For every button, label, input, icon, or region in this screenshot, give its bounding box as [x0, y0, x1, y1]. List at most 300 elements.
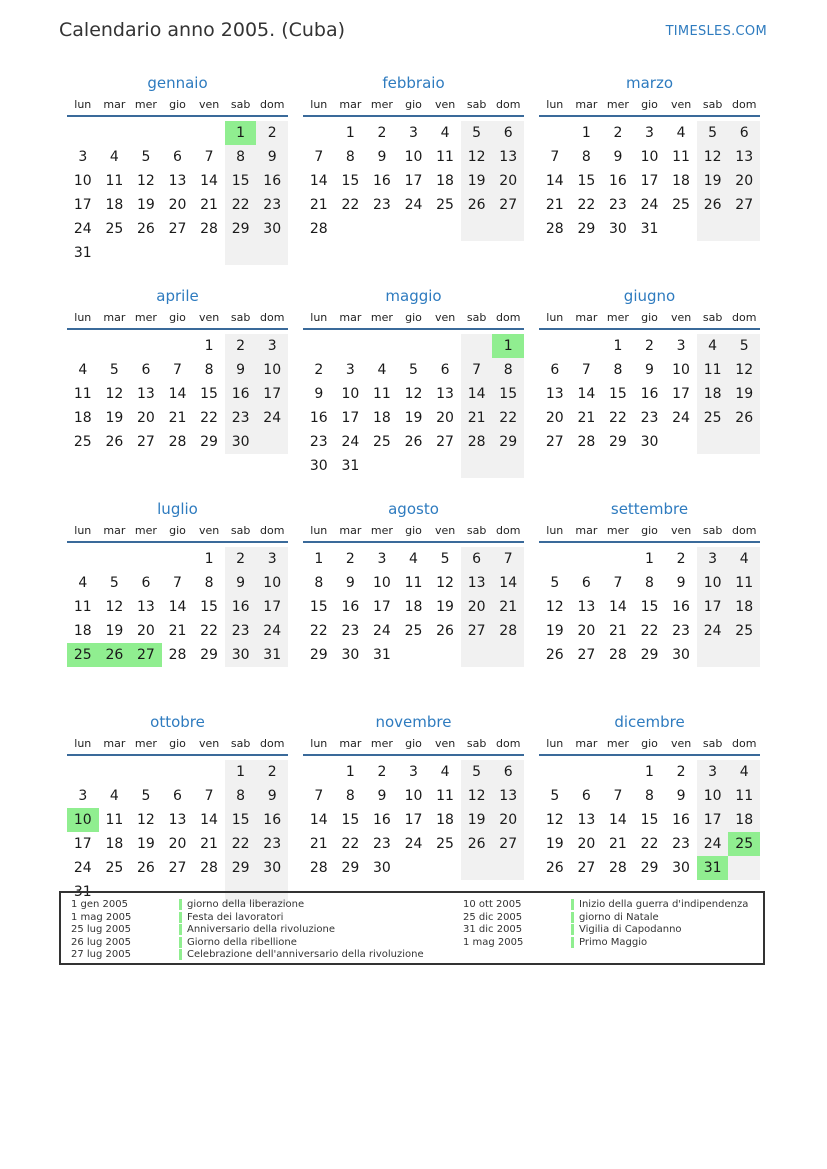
legend-date: 10 ott 2005 [463, 899, 522, 910]
day-cell: 24 [341, 434, 360, 450]
day-cell: 18 [404, 599, 423, 615]
day-cell: 25 [728, 619, 760, 643]
weekday-label: sab [466, 311, 487, 324]
day-cell: 2 [314, 362, 324, 378]
empty-cell [162, 121, 194, 145]
day-cell: 6 [492, 121, 524, 145]
day-cell: 23 [256, 193, 288, 217]
day-cell: 31 [73, 245, 92, 261]
day-cell: 21 [609, 836, 627, 852]
weekday-label: sab [230, 98, 251, 111]
day-grid [67, 117, 288, 265]
day-cell: 18 [728, 808, 760, 832]
day-cell: 14 [200, 812, 218, 828]
day-cell: 30 [256, 856, 288, 880]
day-cell: 6 [581, 575, 591, 591]
day-cell: 23 [256, 832, 288, 856]
day-cell: 12 [461, 784, 493, 808]
weekday-label: ven [434, 524, 456, 537]
day-cell: 24 [672, 410, 690, 426]
day-cell: 2 [377, 125, 387, 141]
empty-cell [571, 334, 603, 358]
day-cell: 16 [373, 173, 391, 189]
day-cell: 2 [345, 551, 355, 567]
weekday-label: sab [466, 98, 487, 111]
day-cell: 17 [73, 836, 92, 852]
brand-link[interactable]: TIMESLES.COM [665, 24, 767, 39]
day-cell: 26 [105, 434, 124, 450]
day-cell: 20 [728, 169, 760, 193]
empty-cell [398, 856, 430, 880]
day-cell: 14 [309, 173, 328, 189]
day-cell: 5 [697, 121, 729, 145]
legend-row [71, 937, 424, 950]
day-cell: 7 [204, 788, 214, 804]
day-cell: 12 [105, 386, 124, 402]
day-cell: 6 [492, 760, 524, 784]
day-cell: 11 [436, 149, 454, 165]
day-cell: 8 [345, 788, 355, 804]
weekday-label: ven [670, 737, 692, 750]
empty-cell [99, 760, 131, 784]
day-cell: 21 [577, 410, 596, 426]
empty-cell [492, 856, 524, 880]
legend-left-column [71, 899, 424, 962]
day-cell: 4 [440, 764, 450, 780]
day-cell: 22 [200, 623, 218, 639]
day-cell: 8 [314, 575, 324, 591]
day-cell: 24 [256, 406, 288, 430]
day-cell: 27 [137, 434, 155, 450]
day-cell: 21 [168, 623, 187, 639]
day-cell: 13 [168, 173, 187, 189]
day-cell: 28 [577, 434, 596, 450]
empty-cell [398, 643, 430, 667]
day-cell: 21 [200, 836, 218, 852]
day-cell: 14 [168, 599, 187, 615]
weekday-label: mar [575, 524, 598, 537]
weekday-header [539, 97, 760, 117]
empty-cell [602, 760, 634, 784]
day-cell: 10 [697, 784, 729, 808]
day-cell: 16 [256, 169, 288, 193]
day-cell: 24 [73, 221, 92, 237]
day-cell: 4 [440, 125, 450, 141]
day-cell: 21 [200, 197, 218, 213]
day-cell: 20 [545, 410, 564, 426]
day-cell: 24 [256, 619, 288, 643]
day-grid [303, 330, 524, 478]
day-cell: 9 [225, 358, 257, 382]
empty-cell [697, 430, 729, 454]
holiday-day-cell: 26 [99, 643, 131, 667]
empty-cell [398, 217, 430, 241]
day-cell: 4 [78, 575, 88, 591]
weekday-label: gio [405, 737, 422, 750]
day-cell: 26 [461, 193, 493, 217]
weekday-header [303, 736, 524, 756]
empty-cell [67, 760, 99, 784]
empty-cell [602, 547, 634, 571]
day-cell: 25 [404, 623, 423, 639]
weekday-label: dom [731, 98, 757, 111]
day-cell: 23 [225, 406, 257, 430]
day-cell: 10 [404, 788, 423, 804]
day-cell: 18 [105, 836, 124, 852]
weekday-label: mar [103, 98, 126, 111]
day-cell: 5 [141, 788, 151, 804]
day-cell: 11 [728, 571, 760, 595]
empty-cell [303, 334, 335, 358]
day-cell: 5 [141, 149, 151, 165]
empty-cell [99, 334, 131, 358]
empty-cell [193, 121, 225, 145]
day-cell: 28 [168, 647, 187, 663]
legend-date: 25 dic 2005 [463, 911, 523, 923]
weekday-label: sab [230, 524, 251, 537]
empty-cell [193, 760, 225, 784]
day-cell: 1 [645, 551, 654, 567]
day-cell: 24 [640, 197, 659, 213]
legend-date: 1 gen 2005 [71, 899, 129, 910]
day-cell: 1 [613, 338, 623, 354]
day-cell: 15 [200, 386, 218, 402]
empty-cell [665, 217, 697, 241]
empty-cell [256, 430, 288, 454]
day-cell: 3 [256, 547, 288, 571]
day-cell: 1 [345, 125, 355, 141]
weekday-label: dom [731, 311, 757, 324]
day-cell: 20 [137, 623, 155, 639]
weekday-label: mer [134, 524, 157, 537]
day-cell: 16 [672, 812, 690, 828]
weekday-label: lun [546, 524, 564, 537]
day-cell: 18 [105, 197, 124, 213]
weekday-label: mar [575, 737, 598, 750]
day-cell: 16 [256, 808, 288, 832]
weekday-label: mer [134, 311, 157, 324]
day-cell: 22 [577, 197, 596, 213]
month-name: novembre [375, 713, 452, 731]
day-cell: 2 [225, 334, 257, 358]
day-cell: 23 [609, 197, 627, 213]
weekday-label: dom [259, 737, 285, 750]
day-cell: 17 [672, 386, 690, 402]
day-cell: 12 [728, 358, 760, 382]
month-febbraio [303, 73, 524, 286]
day-cell: 22 [225, 193, 257, 217]
day-cell: 29 [309, 647, 328, 663]
legend-holiday-name: giorno della liberazione [179, 899, 304, 910]
day-cell: 22 [309, 623, 328, 639]
day-cell: 13 [728, 145, 760, 169]
empty-cell [398, 454, 430, 478]
weekday-label: lun [546, 737, 564, 750]
weekday-label: ven [434, 98, 456, 111]
day-cell: 27 [577, 647, 596, 663]
day-cell: 9 [676, 788, 686, 804]
day-cell: 30 [309, 458, 328, 474]
day-cell: 5 [550, 788, 560, 804]
day-cell: 21 [309, 197, 328, 213]
weekday-label: mer [606, 98, 629, 111]
day-grid [539, 330, 760, 454]
day-cell: 1 [314, 551, 324, 567]
legend-row [71, 912, 424, 925]
day-cell: 6 [173, 149, 182, 165]
empty-cell [335, 217, 367, 241]
day-cell: 11 [373, 386, 391, 402]
day-cell: 7 [492, 547, 524, 571]
holiday-legend [59, 891, 765, 965]
empty-cell [429, 454, 461, 478]
day-cell: 8 [225, 145, 257, 169]
weekday-header [67, 310, 288, 330]
day-cell: 9 [256, 784, 288, 808]
day-cell: 19 [137, 836, 155, 852]
empty-cell [429, 334, 461, 358]
day-cell: 18 [672, 173, 690, 189]
weekday-label: gio [169, 524, 186, 537]
holiday-day-cell: 10 [67, 808, 99, 832]
day-cell: 8 [581, 149, 591, 165]
weekday-label: mar [339, 311, 362, 324]
empty-cell [728, 643, 760, 667]
day-cell: 13 [545, 386, 564, 402]
weekday-label: mer [134, 98, 157, 111]
weekday-label: dom [731, 524, 757, 537]
month-marzo [539, 73, 760, 286]
legend-row [463, 924, 748, 937]
day-cell: 31 [640, 221, 659, 237]
weekday-label: dom [495, 524, 521, 537]
day-cell: 30 [225, 643, 257, 667]
weekday-label: mer [370, 98, 393, 111]
weekday-label: ven [434, 737, 456, 750]
day-cell: 15 [341, 173, 360, 189]
day-cell: 14 [609, 812, 627, 828]
day-cell: 11 [697, 358, 729, 382]
day-cell: 5 [728, 334, 760, 358]
day-cell: 23 [373, 836, 391, 852]
weekday-label: sab [466, 737, 487, 750]
empty-cell [67, 334, 99, 358]
holiday-day-cell: 25 [728, 832, 760, 856]
empty-cell [130, 760, 162, 784]
empty-cell [697, 217, 729, 241]
day-cell: 10 [404, 149, 423, 165]
empty-cell [461, 334, 493, 358]
weekday-label: ven [198, 524, 220, 537]
day-cell: 24 [697, 832, 729, 856]
holiday-day-cell: 27 [130, 643, 162, 667]
day-cell: 10 [640, 149, 659, 165]
day-cell: 29 [225, 217, 257, 241]
day-cell: 4 [78, 362, 88, 378]
day-cell: 25 [436, 197, 454, 213]
day-cell: 17 [373, 599, 391, 615]
day-cell: 27 [492, 832, 524, 856]
legend-date: 27 lug 2005 [71, 949, 131, 960]
weekday-label: mar [339, 737, 362, 750]
day-cell: 25 [105, 860, 124, 876]
day-cell: 9 [225, 571, 257, 595]
day-cell: 14 [168, 386, 187, 402]
legend-holiday-name: Anniversario della rivoluzione [179, 924, 335, 935]
day-cell: 13 [436, 386, 454, 402]
day-cell: 1 [204, 338, 214, 354]
day-cell: 29 [200, 434, 218, 450]
month-aprile [67, 286, 288, 499]
day-cell: 29 [341, 860, 360, 876]
day-cell: 27 [168, 860, 187, 876]
weekday-label: lun [74, 98, 92, 111]
day-cell: 2 [645, 338, 654, 354]
day-cell: 15 [492, 382, 524, 406]
day-cell: 9 [377, 149, 387, 165]
day-cell: 17 [73, 197, 92, 213]
day-cell: 11 [105, 173, 124, 189]
day-cell: 15 [640, 599, 659, 615]
day-cell: 10 [256, 358, 288, 382]
legend-holiday-name: Inizio della guerra d'indipendenza [571, 899, 748, 910]
weekday-label: dom [259, 98, 285, 111]
weekday-label: mar [575, 311, 598, 324]
day-cell: 19 [545, 836, 564, 852]
day-cell: 10 [672, 362, 690, 378]
weekday-label: mer [606, 311, 629, 324]
day-cell: 21 [168, 410, 187, 426]
weekday-label: gio [641, 98, 658, 111]
day-cell: 26 [461, 832, 493, 856]
day-cell: 2 [377, 764, 387, 780]
day-cell: 2 [676, 551, 686, 567]
weekday-label: lun [310, 737, 328, 750]
day-cell: 8 [645, 788, 654, 804]
weekday-label: lun [546, 311, 564, 324]
empty-cell [256, 241, 288, 265]
day-cell: 6 [461, 547, 493, 571]
day-cell: 4 [728, 760, 760, 784]
day-cell: 15 [225, 169, 257, 193]
day-cell: 14 [492, 571, 524, 595]
day-cell: 13 [577, 599, 596, 615]
day-cell: 4 [728, 547, 760, 571]
day-cell: 28 [609, 860, 627, 876]
day-cell: 10 [73, 173, 92, 189]
weekday-label: gio [169, 311, 186, 324]
day-cell: 12 [545, 599, 564, 615]
day-cell: 29 [609, 434, 627, 450]
day-cell: 23 [640, 410, 659, 426]
legend-holiday-name: Festa dei lavoratori [179, 912, 283, 923]
day-cell: 30 [225, 430, 257, 454]
day-cell: 2 [676, 764, 686, 780]
day-cell: 21 [309, 836, 328, 852]
day-cell: 24 [404, 197, 423, 213]
day-cell: 29 [200, 647, 218, 663]
weekday-label: lun [310, 524, 328, 537]
day-cell: 8 [345, 149, 355, 165]
day-cell: 31 [73, 884, 92, 900]
day-cell: 9 [345, 575, 355, 591]
day-cell: 23 [672, 836, 690, 852]
day-cell: 11 [73, 599, 92, 615]
weekday-label: ven [670, 524, 692, 537]
day-cell: 5 [461, 760, 493, 784]
weekday-header [67, 523, 288, 543]
empty-cell [539, 334, 571, 358]
day-cell: 27 [492, 193, 524, 217]
day-cell: 19 [105, 623, 124, 639]
empty-cell [539, 121, 571, 145]
day-cell: 14 [461, 382, 493, 406]
day-cell: 1 [225, 760, 257, 784]
day-cell: 3 [345, 362, 355, 378]
empty-cell [492, 454, 524, 478]
day-cell: 13 [168, 812, 187, 828]
day-cell: 3 [78, 149, 88, 165]
empty-cell [665, 430, 697, 454]
legend-holiday-name: Primo Maggio [571, 937, 647, 948]
weekday-label: dom [495, 737, 521, 750]
day-cell: 23 [309, 434, 328, 450]
day-cell: 14 [200, 173, 218, 189]
day-grid [539, 117, 760, 241]
day-cell: 6 [440, 362, 450, 378]
day-cell: 10 [373, 575, 391, 591]
month-ottobre [67, 712, 288, 912]
day-cell: 1 [204, 551, 214, 567]
day-cell: 6 [141, 575, 151, 591]
weekday-label: mar [575, 98, 598, 111]
day-cell: 8 [225, 784, 257, 808]
weekday-label: mer [370, 737, 393, 750]
weekday-label: sab [466, 524, 487, 537]
day-cell: 17 [404, 812, 423, 828]
day-cell: 20 [492, 808, 524, 832]
empty-cell [162, 547, 194, 571]
day-cell: 28 [168, 434, 187, 450]
day-cell: 4 [676, 125, 686, 141]
legend-date: 1 mag 2005 [71, 911, 132, 923]
empty-cell [697, 643, 729, 667]
day-cell: 20 [577, 623, 596, 639]
day-cell: 15 [225, 808, 257, 832]
empty-cell [429, 856, 461, 880]
day-grid [539, 756, 760, 880]
day-cell: 18 [728, 595, 760, 619]
empty-cell [99, 121, 131, 145]
day-cell: 9 [256, 145, 288, 169]
day-cell: 12 [404, 386, 423, 402]
day-cell: 20 [168, 197, 187, 213]
weekday-header [539, 523, 760, 543]
weekday-label: sab [702, 737, 723, 750]
day-cell: 13 [137, 386, 155, 402]
day-cell: 4 [377, 362, 387, 378]
day-cell: 9 [377, 788, 387, 804]
day-cell: 21 [492, 595, 524, 619]
day-cell: 6 [173, 788, 182, 804]
day-cell: 12 [461, 145, 493, 169]
day-cell: 6 [141, 362, 151, 378]
day-grid [303, 117, 524, 241]
day-cell: 6 [581, 788, 591, 804]
day-cell: 7 [613, 575, 623, 591]
month-settembre [539, 499, 760, 712]
day-cell: 15 [341, 812, 360, 828]
